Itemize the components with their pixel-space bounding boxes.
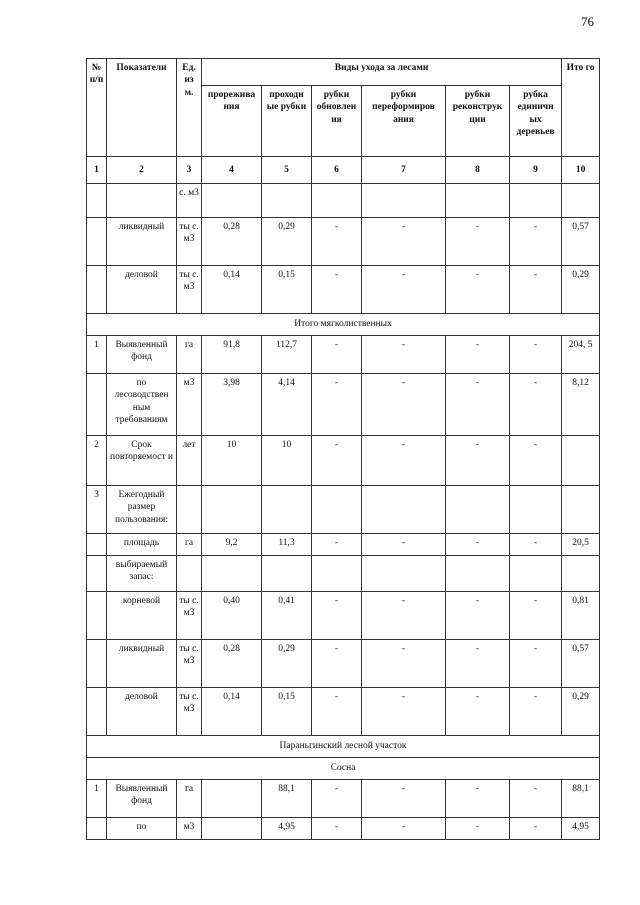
table-cell	[362, 184, 446, 218]
table-cell	[510, 486, 562, 534]
table-cell	[202, 780, 262, 818]
section-row	[87, 736, 600, 758]
table-cell	[562, 184, 600, 218]
table-row	[87, 336, 600, 374]
table-row	[87, 534, 600, 556]
table-cell: -	[362, 780, 446, 818]
table-cell: 88,1	[262, 780, 312, 818]
table-cell	[87, 640, 107, 688]
table-cell: -	[362, 218, 446, 266]
table-cell: с. м3	[177, 184, 202, 218]
header-sub-passing-cut: проходн ые рубки	[262, 86, 312, 157]
table-cell: 3,98	[202, 374, 262, 436]
table-cell: -	[446, 592, 510, 640]
table-cell: 0,15	[262, 266, 312, 314]
column-number: 5	[262, 157, 312, 184]
table-row	[87, 374, 600, 436]
table-cell	[262, 486, 312, 534]
table-cell	[87, 818, 107, 840]
table-cell: -	[446, 688, 510, 736]
table-cell: -	[510, 818, 562, 840]
table-cell: -	[312, 218, 362, 266]
table-row	[87, 486, 600, 534]
table-cell: -	[312, 436, 362, 486]
table-cell	[87, 688, 107, 736]
table-row	[87, 818, 600, 840]
section-row	[87, 314, 600, 336]
table-cell: по	[107, 818, 177, 840]
table-cell	[202, 486, 262, 534]
table-cell	[312, 556, 362, 592]
table-cell: 2	[87, 436, 107, 486]
table-cell: 10	[262, 436, 312, 486]
table-cell: -	[510, 336, 562, 374]
header-col-unit: Ед. из м.	[177, 59, 202, 157]
column-number: 3	[177, 157, 202, 184]
table-cell: ты с. м3	[177, 592, 202, 640]
table-cell: -	[446, 266, 510, 314]
header-col-indicator: Показатели	[107, 59, 177, 157]
table-cell	[177, 486, 202, 534]
table-cell: 9,2	[202, 534, 262, 556]
table-cell: -	[362, 688, 446, 736]
table-cell	[312, 486, 362, 534]
table-row	[87, 436, 600, 486]
table-cell: 0,29	[562, 266, 600, 314]
table-row	[87, 218, 600, 266]
table-cell: -	[312, 818, 362, 840]
table-cell	[262, 556, 312, 592]
table-cell: -	[446, 780, 510, 818]
table-cell: -	[312, 640, 362, 688]
column-number: 1	[87, 157, 107, 184]
table-cell: 10	[202, 436, 262, 486]
table-cell: 0,15	[262, 688, 312, 736]
table-cell: 0,29	[562, 688, 600, 736]
table-cell: -	[510, 688, 562, 736]
table-cell	[87, 374, 107, 436]
table-body	[87, 184, 600, 840]
table-cell: Срок повторяемост и	[107, 436, 177, 486]
table-cell	[510, 184, 562, 218]
table-cell: -	[362, 534, 446, 556]
column-number: 8	[446, 157, 510, 184]
table-cell	[202, 184, 262, 218]
table-cell: -	[312, 266, 362, 314]
table-cell: 0,28	[202, 218, 262, 266]
table-cell	[562, 486, 600, 534]
table-cell	[362, 486, 446, 534]
table-cell: -	[362, 436, 446, 486]
table-cell: -	[510, 780, 562, 818]
table-cell: 3	[87, 486, 107, 534]
table-cell: -	[446, 218, 510, 266]
header-col-group: Виды ухода за лесами	[202, 59, 562, 86]
table-row	[87, 780, 600, 818]
column-number: 6	[312, 157, 362, 184]
table-cell	[312, 184, 362, 218]
table-row	[87, 640, 600, 688]
column-number: 9	[510, 157, 562, 184]
table-row	[87, 592, 600, 640]
table-cell	[262, 184, 312, 218]
table-cell: -	[362, 266, 446, 314]
table-cell: площадь	[107, 534, 177, 556]
table-cell: 11,3	[262, 534, 312, 556]
table-cell	[446, 184, 510, 218]
table-cell	[362, 556, 446, 592]
table-cell: лет	[177, 436, 202, 486]
table-cell: 8,12	[562, 374, 600, 436]
table-cell: -	[510, 640, 562, 688]
table-cell: 112,7	[262, 336, 312, 374]
table-cell: 88,1	[562, 780, 600, 818]
header-sub-renewal-cut: рубки обновлен ия	[312, 86, 362, 157]
table-cell: -	[510, 374, 562, 436]
table-cell: 204, 5	[562, 336, 600, 374]
table-cell: 0,57	[562, 218, 600, 266]
table-cell: 4,14	[262, 374, 312, 436]
forest-care-table	[86, 58, 600, 840]
section-row	[87, 758, 600, 780]
table-cell: -	[312, 534, 362, 556]
table-cell: -	[362, 592, 446, 640]
table-row	[87, 184, 600, 218]
table-cell: 0,14	[202, 266, 262, 314]
table-cell: по лесоводствен ным требованиям	[107, 374, 177, 436]
table-cell: 1	[87, 780, 107, 818]
header-sub-reformation-cut: рубки переформиров ания	[362, 86, 446, 157]
table-cell: 1	[87, 336, 107, 374]
table-cell: ты с. м3	[177, 218, 202, 266]
table-cell: м3	[177, 374, 202, 436]
column-number: 10	[562, 157, 600, 184]
table-cell	[87, 592, 107, 640]
header-sub-thinning: прорежива ния	[202, 86, 262, 157]
table-cell: 0,14	[202, 688, 262, 736]
table-cell: -	[510, 436, 562, 486]
table-cell: ты с. м3	[177, 266, 202, 314]
table-cell: м3	[177, 818, 202, 840]
table-cell	[202, 556, 262, 592]
table-cell	[446, 486, 510, 534]
table-cell: 20,5	[562, 534, 600, 556]
table-cell	[87, 218, 107, 266]
table-cell: 4,95	[262, 818, 312, 840]
table-cell	[446, 556, 510, 592]
section-title: Параньгинский лесной участок	[87, 736, 600, 758]
table-cell: -	[510, 592, 562, 640]
table-cell: ты с. м3	[177, 688, 202, 736]
header-column-numbers	[87, 157, 600, 184]
column-number: 2	[107, 157, 177, 184]
column-number: 7	[362, 157, 446, 184]
section-title: Итого мягколиственных	[87, 314, 600, 336]
table-cell: -	[446, 336, 510, 374]
table-cell: корневой	[107, 592, 177, 640]
table-cell	[87, 556, 107, 592]
table-cell: га	[177, 336, 202, 374]
table-cell: Ежегодный размер пользования:	[107, 486, 177, 534]
table-cell: ликвидный	[107, 640, 177, 688]
table-cell: -	[446, 534, 510, 556]
section-title: Сосна	[87, 758, 600, 780]
table-cell: -	[446, 818, 510, 840]
header-sub-reconstruction-cut: рубки реконструк ции	[446, 86, 510, 157]
table-cell: 0,81	[562, 592, 600, 640]
table-cell: -	[510, 218, 562, 266]
table-cell: -	[362, 818, 446, 840]
table-row	[87, 266, 600, 314]
table-cell: 0,28	[202, 640, 262, 688]
table-cell	[87, 266, 107, 314]
table-cell: -	[312, 336, 362, 374]
table-cell	[510, 556, 562, 592]
table-cell: -	[510, 266, 562, 314]
table-cell: ты с. м3	[177, 640, 202, 688]
table-cell	[562, 436, 600, 486]
table-cell: -	[362, 336, 446, 374]
table-cell: -	[446, 640, 510, 688]
table-cell: 0,40	[202, 592, 262, 640]
header-col-num: № п/п	[87, 59, 107, 157]
table-cell: деловой	[107, 266, 177, 314]
column-number: 4	[202, 157, 262, 184]
header-sub-single-tree-cut: рубка единичн ых деревьев	[510, 86, 562, 157]
table-cell: -	[312, 780, 362, 818]
table-cell	[87, 534, 107, 556]
table-cell: -	[312, 592, 362, 640]
table-cell	[562, 556, 600, 592]
table-cell: -	[312, 688, 362, 736]
table-cell: -	[510, 534, 562, 556]
table-cell: га	[177, 780, 202, 818]
table-cell: -	[362, 640, 446, 688]
header-col-total: Ито го	[562, 59, 600, 157]
table-cell: Выявленный фонд	[107, 336, 177, 374]
table-cell: 0,29	[262, 640, 312, 688]
table-cell	[87, 184, 107, 218]
table-cell	[177, 556, 202, 592]
table-cell: -	[446, 374, 510, 436]
table-cell: 0,29	[262, 218, 312, 266]
table-cell: -	[362, 374, 446, 436]
table-cell: деловой	[107, 688, 177, 736]
table-cell: га	[177, 534, 202, 556]
table-cell: -	[312, 374, 362, 436]
table-cell	[107, 184, 177, 218]
table-cell: 91,8	[202, 336, 262, 374]
table-cell: выбираемый запас:	[107, 556, 177, 592]
table-row	[87, 688, 600, 736]
table-row	[87, 556, 600, 592]
table-cell: 0,57	[562, 640, 600, 688]
table-cell	[202, 818, 262, 840]
table-cell: 0,41	[262, 592, 312, 640]
table-cell: Выявленный фонд	[107, 780, 177, 818]
page-number: 76	[581, 14, 594, 29]
table-cell: ликвидный	[107, 218, 177, 266]
table-cell: 4,95	[562, 818, 600, 840]
table-cell: -	[446, 436, 510, 486]
